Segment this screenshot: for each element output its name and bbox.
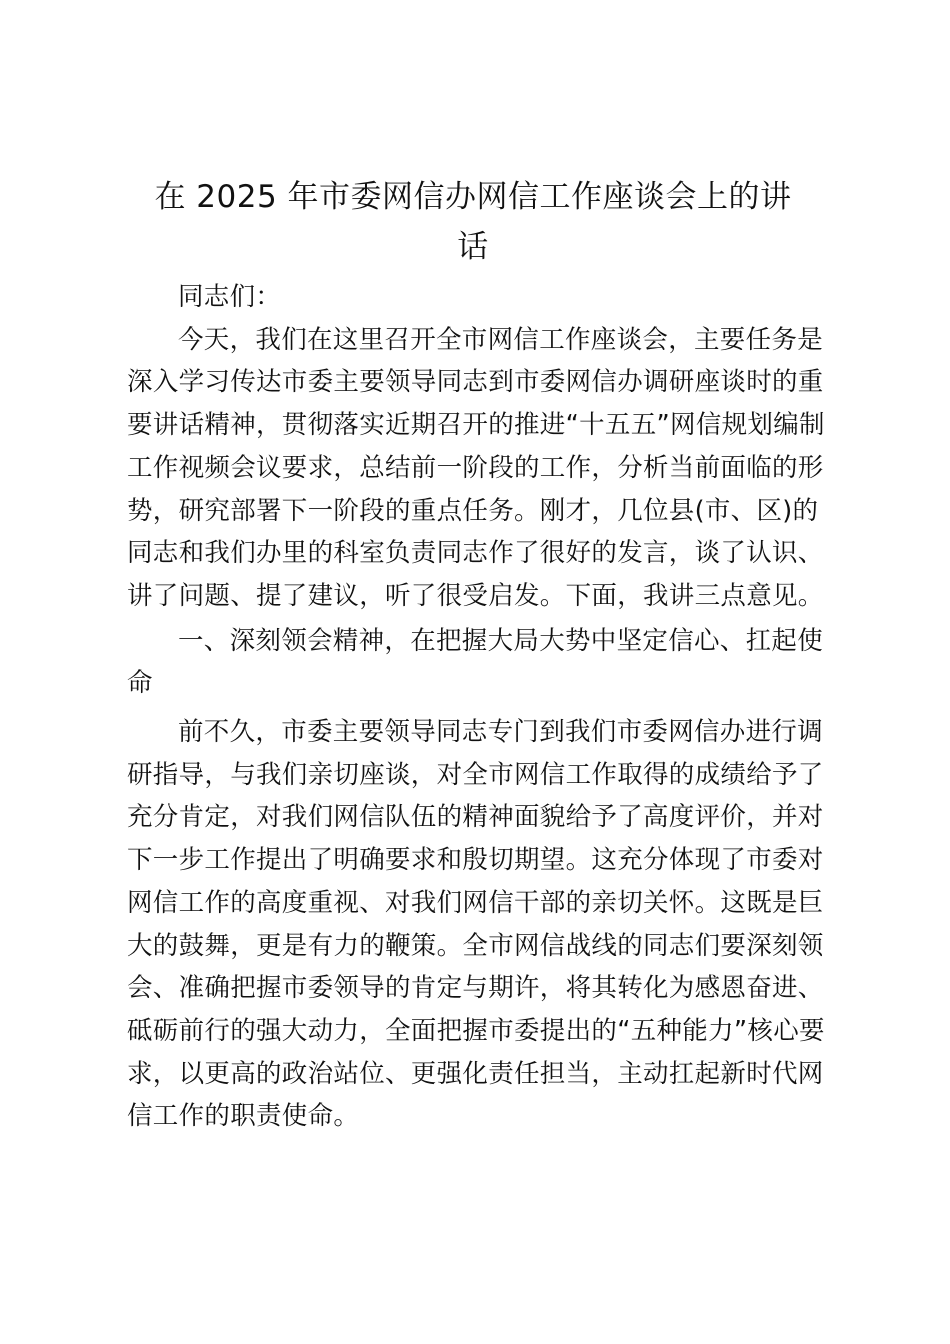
section-line: 会、准确把握市委领导的肯定与期许，将其转化为感恩奋进、 bbox=[127, 973, 824, 1004]
title-line-2: 话 bbox=[457, 229, 489, 265]
section-line: 研指导，与我们亲切座谈，对全市网信工作取得的成绩给予了 bbox=[127, 759, 824, 790]
section-line: 网信工作的高度重视、对我们网信干部的亲切关怀。这既是巨 bbox=[127, 887, 824, 918]
section-line: 充分肯定，对我们网信队伍的精神面貌给予了高度评价，并对 bbox=[127, 802, 824, 833]
salutation: 同志们： bbox=[178, 282, 282, 312]
intro-line: 工作视频会议要求，总结前一阶段的工作，分析当前面临的形 bbox=[127, 452, 824, 483]
intro-line: 同志和我们办里的科室负责同志作了很好的发言，谈了认识、 bbox=[127, 538, 824, 569]
intro-line: 深入学习传达市委主要领导同志到市委网信办调研座谈时的重 bbox=[127, 367, 824, 398]
section-paragraph bbox=[127, 711, 827, 1138]
intro-line: 势，研究部署下一阶段的重点任务。刚才，几位县(市、区)的 bbox=[127, 495, 819, 526]
intro-line: 讲了问题、提了建议，听了很受启发。下面，我讲三点意见。 bbox=[127, 580, 824, 611]
section-line: 前不久，市委主要领导同志专门到我们市委网信办进行调 bbox=[178, 717, 824, 748]
section-heading-line: 一、深刻领会精神，在把握大局大势中坚定信心、扛起使 bbox=[178, 625, 824, 656]
section-line: 砥砺前行的强大动力，全面把握市委提出的“五种能力”核心要 bbox=[127, 1015, 825, 1046]
section-line: 下一步工作提出了明确要求和殷切期望。这充分体现了市委对 bbox=[127, 845, 824, 876]
section-line: 信工作的职责使命。 bbox=[127, 1101, 360, 1132]
title-line-1: 在 2025 年市委网信办网信工作座谈会上的讲 bbox=[154, 179, 792, 215]
document-page bbox=[127, 172, 827, 1138]
intro-line: 今天，我们在这里召开全市网信工作座谈会，主要任务是 bbox=[178, 324, 824, 355]
intro-line: 要讲话精神，贯彻落实近期召开的推进“十五五”网信规划编制 bbox=[127, 410, 825, 441]
section-line: 求，以更高的政治站位、更强化责任担当，主动扛起新时代网 bbox=[127, 1058, 824, 1089]
intro-paragraph bbox=[127, 319, 827, 618]
document-title bbox=[117, 172, 829, 272]
section-heading bbox=[127, 620, 827, 705]
section-line: 大的鼓舞，更是有力的鞭策。全市网信战线的同志们要深刻领 bbox=[127, 930, 824, 961]
section-heading-line: 命 bbox=[127, 668, 153, 699]
